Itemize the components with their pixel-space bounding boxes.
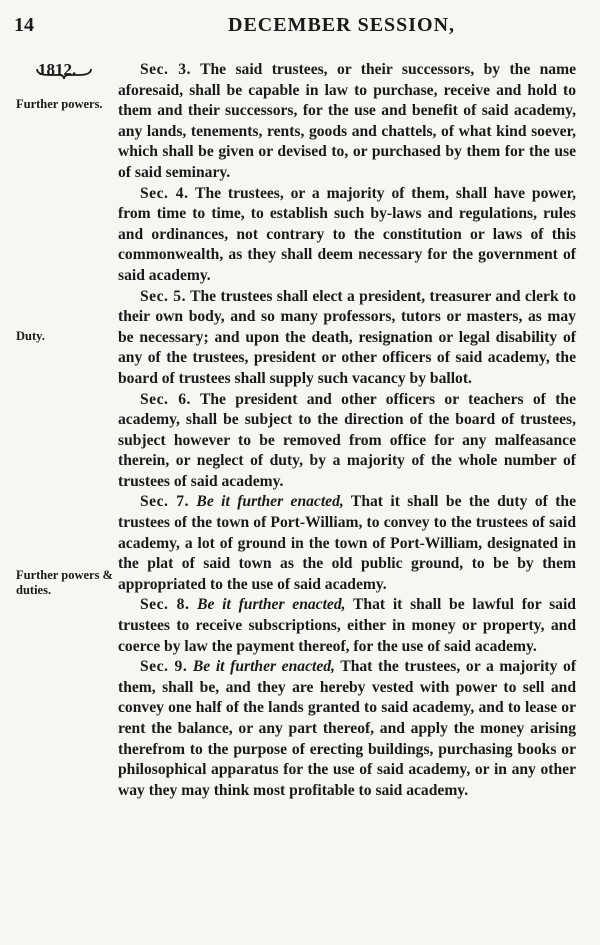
running-head: DECEMBER SESSION, [228,14,456,36]
section-7 [118,492,576,595]
section-label: Sec. 3. [140,61,191,78]
section-label: Sec. 8. [140,596,190,614]
section-9 [118,657,576,801]
section-4 [118,184,576,287]
section-text: The said trustees, or their successors, by the name aforesaid, shall be capable in law to purchase, receive and hold to them and their successors, for the use and benefit of said academy, any lands, tenements, rents, goods and chattels, of what kind soever, which shall be given or devised to, or purchased by them for the use of said seminary. [118,61,577,181]
page-number: 14 [14,14,34,36]
section-label: Sec. 4. [140,184,189,202]
section-text: That it shall be lawful for said trustees to receive subscriptions, either in money or property, and coerce by law the payment thereof, for the use of said academy. [118,596,576,655]
section-6 [118,390,576,493]
section-8 [118,595,576,657]
section-label: Sec. 6. [140,390,191,408]
brace-ornament [35,66,93,80]
section-5 [118,287,576,390]
section-label: Sec. 5. [140,287,186,305]
section-text: That it shall be the duty of the trustees of the town of Port-William, to convey to the trustees of said academy, a lot of ground in the town of Port-William, designated in the plat of said town as the old public ground, to be by them appropriated to the use of said academy. [118,493,576,593]
section-label: Sec. 9. [140,658,188,676]
section-text: That the trustees, or a majority of them, shall be, and they are hereby vested with power to sell and convey one half of the lands granted to said academy, and to lease or rent the balance, or any part thereof, and apply the money arising therefrom to the purpose of erecting buildings, purchasing books or philosophical apparatus for the use of said academy, or in any other way they may think most profitable to said academy. [118,658,577,799]
section-text: The trustees shall elect a president, treasurer and clerk to their own body, and so many professors, tutors or masters, as may be necessary; and upon the death, resignation or legal disability of any of the trustees, president or other officers of said academy, the board of trustees shall supply such vacancy by ballot. [118,287,576,387]
section-3 [118,60,576,184]
section-text: The president and other officers or teachers of the academy, shall be subject to the direction of the board of trustees, subject however to be removed from office for any malfeasance therein, or neglect of duty, by a majority of the whole number of trustees of said academy. [118,390,576,490]
enacting-clause: Be it further enacted, [197,596,346,614]
section-text: The trustees, or a majority of them, shall have power, from time to time, to establish such by-laws and regulations, rules and ordinances, not contrary to the constitution or laws of this commonwealth, as they shall deem necessary for the government of said academy. [118,184,576,284]
enacting-clause: Be it further enacted, [196,493,344,511]
margin-note-duty: Duty. [16,329,45,343]
margin-year: 1812. [38,60,77,79]
margin-note-further-powers-duties: Further powers & duties. [16,568,113,597]
enacting-clause: Be it further enacted, [192,658,335,676]
margin-note-further-powers: Further powers. [16,97,103,111]
body-text [118,60,576,801]
section-label: Sec. 7. [140,493,190,511]
